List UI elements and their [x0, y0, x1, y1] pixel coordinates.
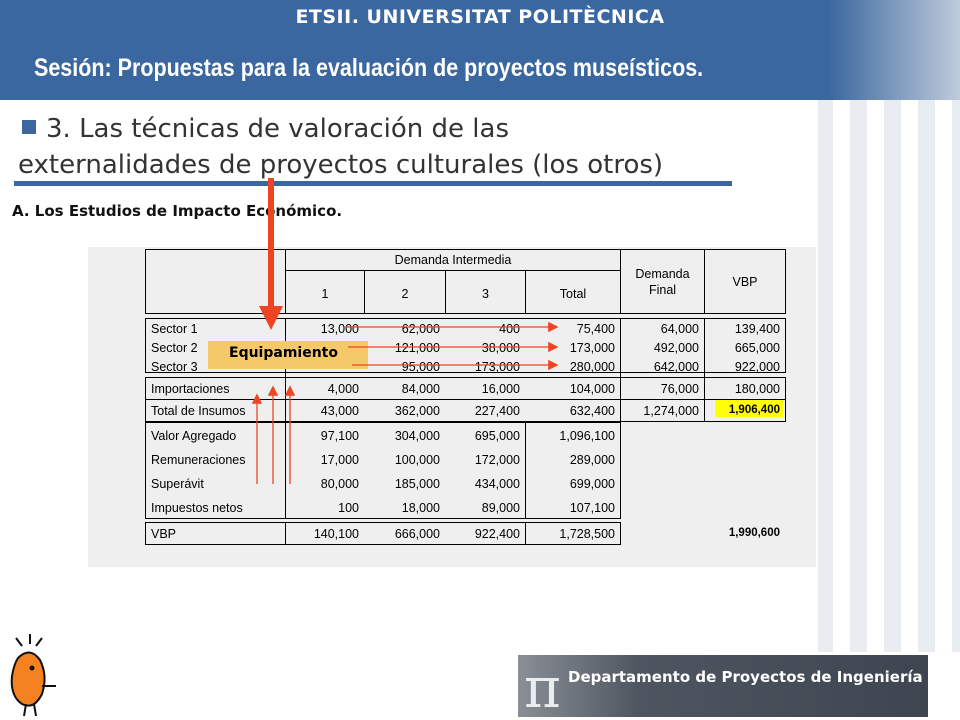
department-logo	[518, 655, 928, 717]
cell-value: 666,000	[394, 527, 440, 541]
institution-title: ETSII. UNIVERSITAT POLITÈCNICA	[295, 6, 665, 28]
heading-line1-text: 3. Las técnicas de valoración de las	[46, 114, 509, 144]
cell-value: 140,100	[313, 527, 359, 541]
header-col-2: 2	[401, 287, 409, 301]
row-label: Remuneraciones	[151, 453, 246, 467]
subtitle: A. Los Estudios de Impacto Económico.	[12, 202, 343, 220]
cell-value: 4,000	[327, 382, 359, 396]
header-demanda-final-l1: Demanda	[635, 267, 690, 281]
cell-value: 38,000	[481, 341, 520, 355]
cell-value: 95,000	[401, 360, 440, 374]
header-demanda-final-l2: Final	[648, 283, 677, 297]
cell-value: 362,000	[394, 404, 440, 418]
row-label: Sector 2	[151, 341, 198, 355]
cell-value: 89,000	[481, 501, 520, 515]
grand-total-value: 1,990,600	[728, 527, 780, 539]
mascot-icon	[2, 632, 62, 718]
row-label: Sector 1	[151, 322, 198, 336]
cell-value: 100	[338, 501, 359, 515]
cell-value: 1,096,100	[559, 429, 615, 443]
cell-value: 13,000	[320, 322, 359, 336]
cell-value: 180,000	[734, 382, 780, 396]
header-col-total: Total	[559, 287, 587, 301]
cell-value: 304,000	[394, 429, 440, 443]
cell-value: 400	[499, 322, 520, 336]
cell-value: 107,100	[569, 501, 615, 515]
cell-value: 17,000	[320, 453, 359, 467]
row-label: Valor Agregado	[151, 429, 237, 443]
cell-value: 642,000	[653, 360, 699, 374]
cell-value: 1,274,000	[643, 404, 699, 418]
cell-value: 62,000	[401, 322, 440, 336]
cell-value: 43,000	[320, 404, 359, 418]
cell-value: 97,100	[320, 429, 359, 443]
row-label: Superávit	[151, 477, 204, 491]
cell-value: 434,000	[474, 477, 520, 491]
cell-value: 632,400	[569, 404, 615, 418]
cell-value: 173,000	[569, 341, 615, 355]
section-heading-line2: externalidades de proyectos culturales (los otros)	[18, 150, 664, 180]
cell-value: 492,000	[653, 341, 699, 355]
cell-value: 18,000	[401, 501, 440, 515]
row-label: Sector 3	[151, 360, 198, 374]
header-col-3: 3	[482, 287, 489, 301]
highlighted-total-value: 1,906,400	[728, 404, 780, 416]
cell-value: 172,000	[474, 453, 520, 467]
cell-value: 64,000	[660, 322, 699, 336]
pi-glyph: π	[524, 656, 561, 717]
header-col-1: 1	[321, 287, 329, 301]
cell-value: 84,000	[401, 382, 440, 396]
header-vbp: VBP	[732, 275, 758, 289]
cell-value: 922,400	[474, 527, 520, 541]
cell-value: 185,000	[394, 477, 440, 491]
row-label: Importaciones	[151, 382, 230, 396]
row-label: VBP	[151, 527, 177, 541]
cell-value: 139,400	[734, 322, 780, 336]
department-name: Departamento de Proyectos de Ingeniería	[568, 668, 923, 686]
cell-value: 100,000	[394, 453, 440, 467]
cell-value: 699,000	[569, 477, 615, 491]
cell-value: 289,000	[569, 453, 615, 467]
session-title: Sesión: Propuestas para la evaluación de proyectos museísticos.	[34, 54, 704, 82]
row-label: Impuestos netos	[151, 501, 243, 515]
cell-value: 922,000	[734, 360, 780, 374]
cell-value: 104,000	[569, 382, 615, 396]
cell-value: 280,000	[569, 360, 615, 374]
cell-value: 227,400	[474, 404, 520, 418]
cell-value: 121,000	[394, 341, 440, 355]
cell-value: 75,400	[576, 322, 615, 336]
row-label: Total de Insumos	[151, 404, 246, 418]
pi-logo-icon	[518, 655, 928, 717]
cell-value: 76,000	[660, 382, 699, 396]
cell-value: 80,000	[320, 477, 359, 491]
cell-value: 695,000	[474, 429, 520, 443]
cell-value: 665,000	[734, 341, 780, 355]
cell-value: 173,000	[474, 360, 520, 374]
cell-value: 16,000	[481, 382, 520, 396]
equipamiento-label: Equipamiento	[229, 345, 338, 361]
cell-value: 1,728,500	[559, 527, 615, 541]
header-demanda-intermedia: Demanda Intermedia	[394, 253, 512, 267]
